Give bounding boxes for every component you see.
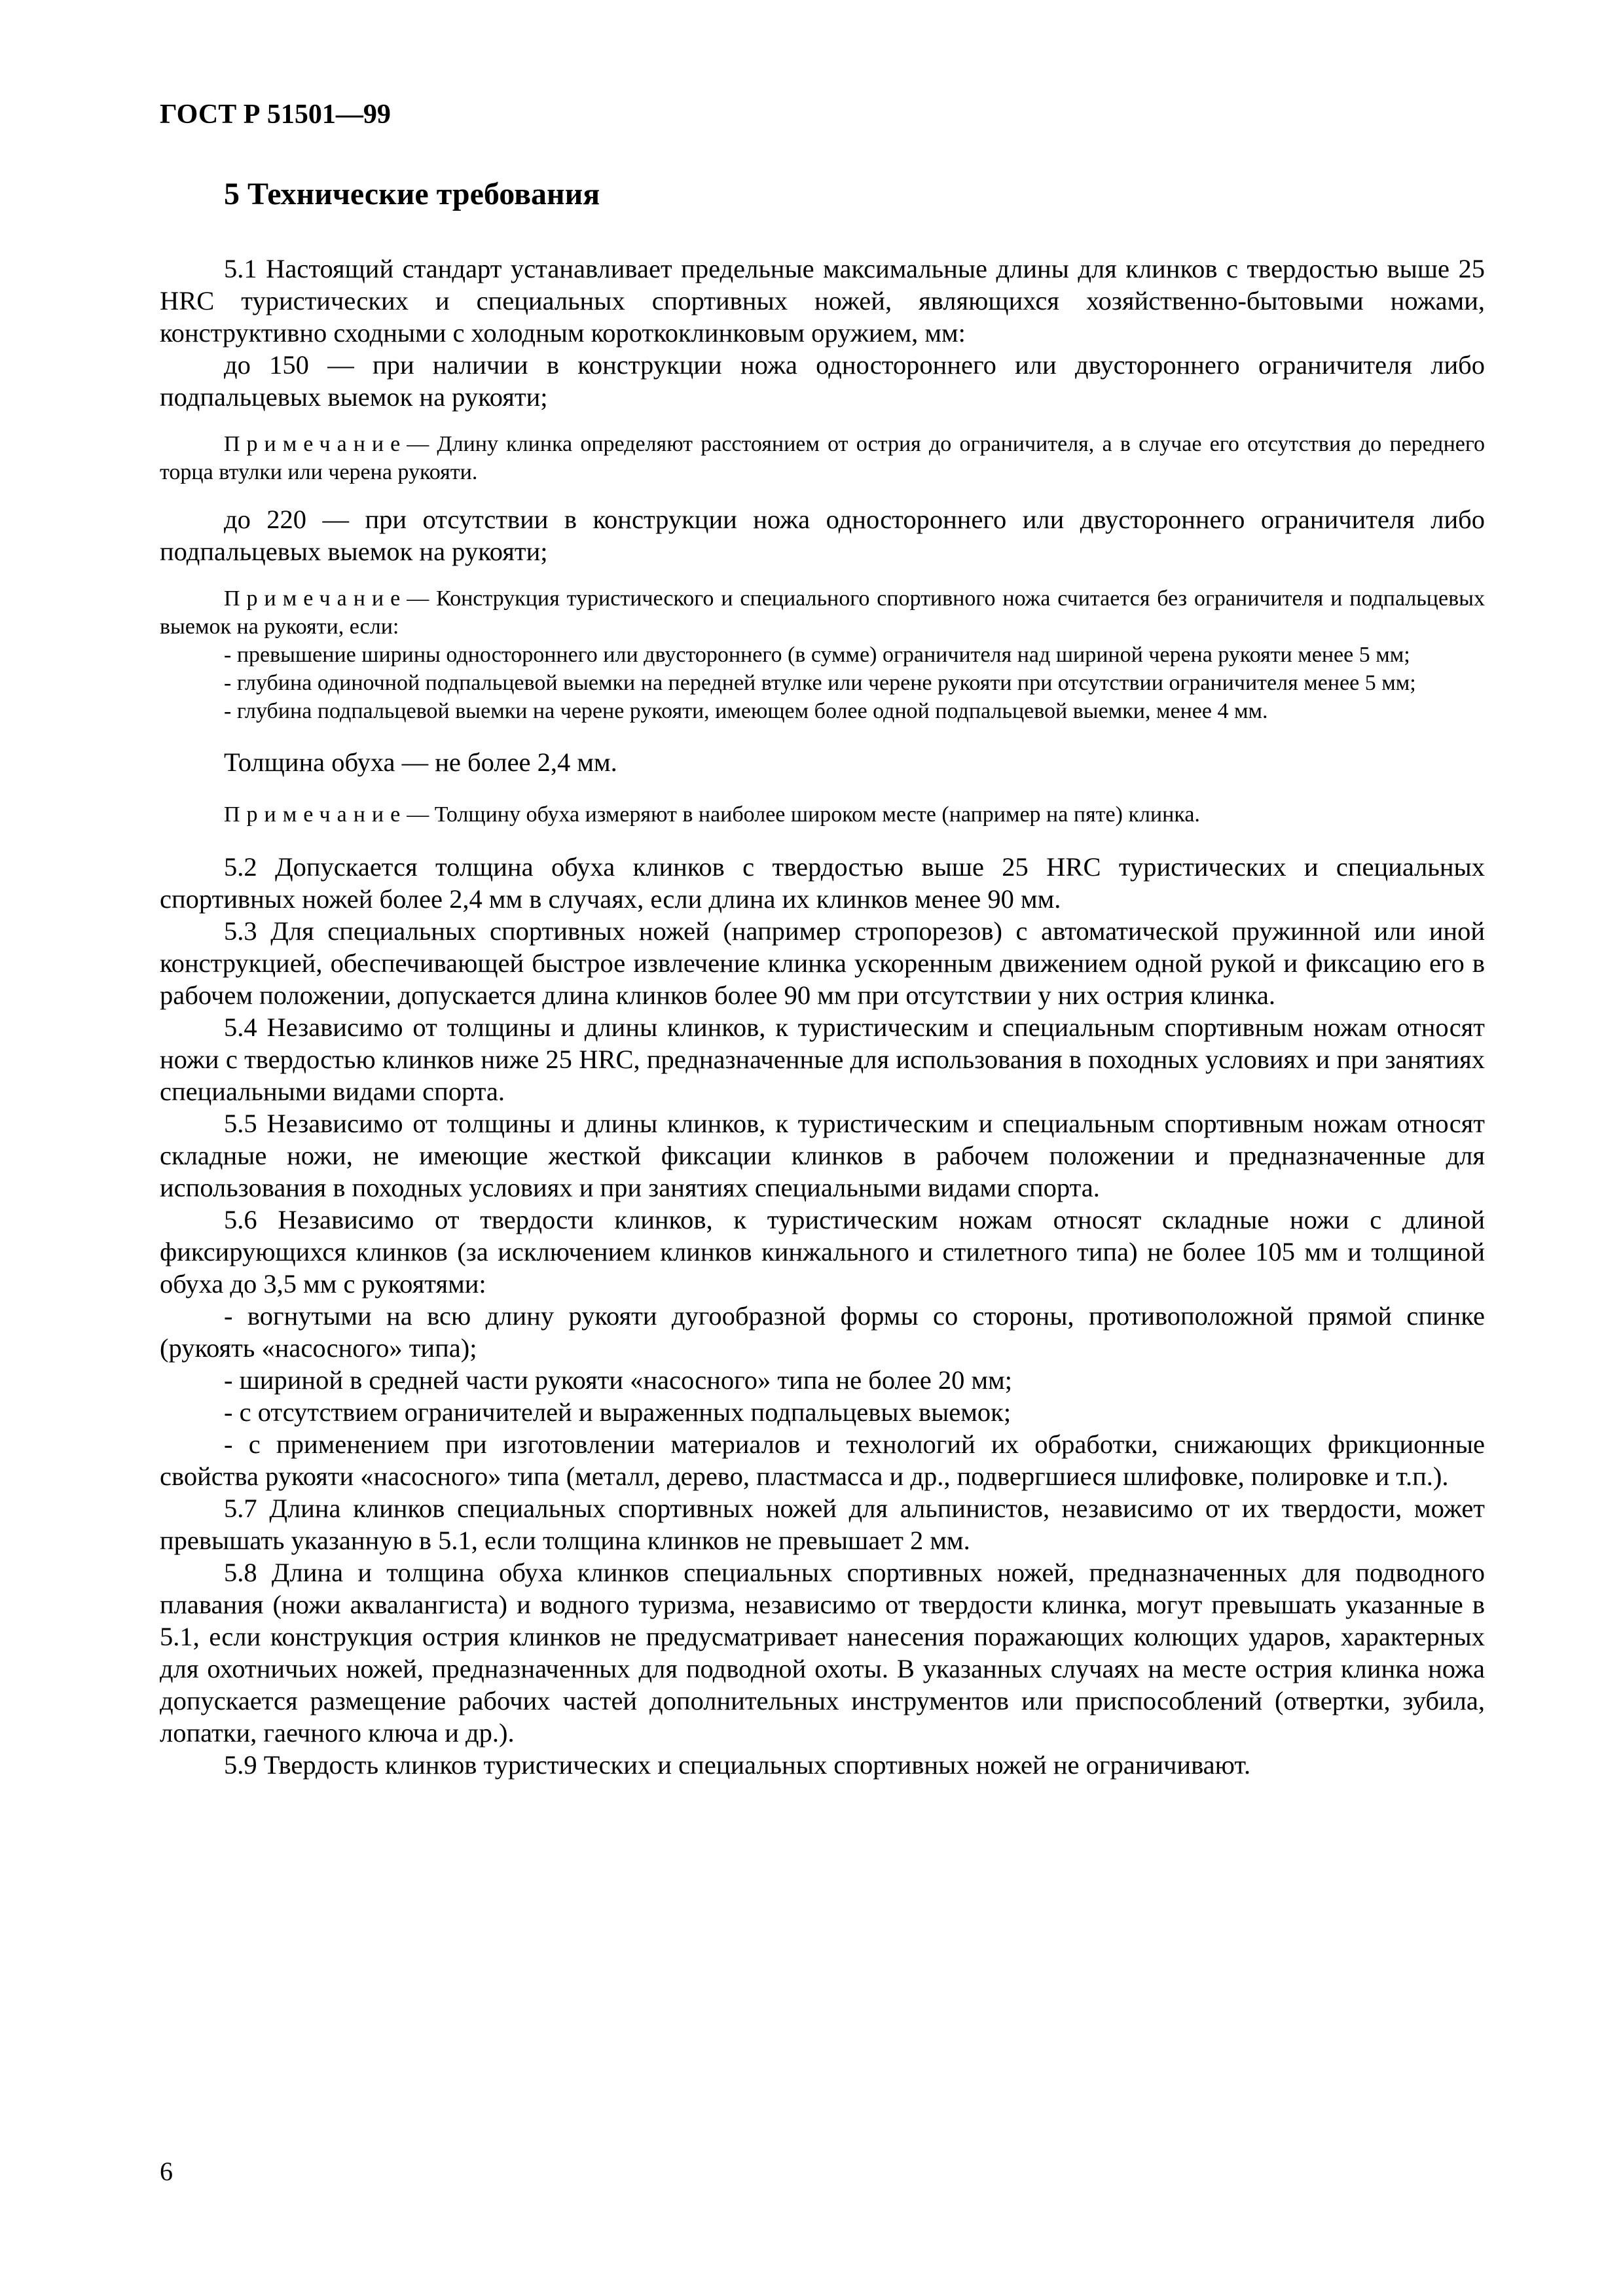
paragraph-up-to-150: до 150 — при наличии в конструкции ножа одностороннего или двустороннего ограничителя либо подпальцевых выемок на рукояти;	[160, 350, 1485, 412]
paragraph-up-to-220: до 220 — при отсутствии в конструкции ножа одностороннего или двустороннего ограничителя либо подпальцевых выемок на рукояти;	[160, 504, 1485, 566]
note-label: Примечание	[224, 802, 407, 827]
note-3	[160, 800, 1485, 829]
paragraph-5-6-item: - вогнутыми на всю длину рукояти дугообразной формы со стороны, противоположной прямой спинке (рукоять «насосного» типа);	[160, 1300, 1485, 1363]
note-1	[160, 430, 1485, 486]
document-header: ГОСТ Р 51501—99	[160, 99, 391, 130]
note-2-item: - глубина одиночной подпальцевой выемки на передней втулке или черене рукояти при отсутствии ограничителя менее 5 мм;	[224, 670, 1416, 695]
note-2-item: - превышение ширины одностороннего или двустороннего (в сумме) ограничителя над шириной черена рукояти менее 5 мм;	[224, 642, 1410, 667]
paragraph-obukh-thickness: Толщина обуха — не более 2,4 мм.	[224, 747, 617, 777]
paragraph-5-6-item: - с применением при изготовлении материалов и технологий их обработки, снижающих фрикционные свойства рукояти «насосного» типа (металл, дерево, пластмасса и др., подвергшиеся шлифовке, полировке и т.п.).	[160, 1429, 1485, 1491]
note-2-item: - глубина подпальцевой выемки на черене рукояти, имеющем более одной подпальцевой выемки, менее 4 мм.	[224, 698, 1268, 723]
note-label: Примечание	[224, 586, 407, 611]
note-1-text: — Длину клинка определяют расстоянием от острия до ограничителя, а в случае его отсутствия до переднего торца втулки или черена рукояти.	[160, 431, 1485, 484]
paragraph-5-5: 5.5 Независимо от толщины и длины клинков, к туристическим и специальным спортивным ножам относят складные ножи, не имеющие жесткой фиксации клинков в рабочем положении и предназначенные для использования в походных условиях и при занятиях специальными видами спорта.	[160, 1108, 1485, 1202]
document-page	[160, 98, 1485, 1781]
paragraph-5-6-item: - шириной в средней части рукояти «насосного» типа не более 20 мм;	[224, 1365, 1013, 1395]
paragraph-5-6-item: - с отсутствием ограничителей и выраженных подпальцевых выемок;	[224, 1397, 1012, 1427]
paragraph-5-1: 5.1 Настоящий стандарт устанавливает предельные максимальные длины для клинков с твердостью выше 25 HRC туристических и специальных спортивных ножей, являющихся хозяйственно-бытовыми ножами, конструктивно сходными с холодным короткоклинковым оружием, мм:	[160, 253, 1485, 348]
note-2-text: — Конструкция туристического и специального спортивного ножа считается без ограничителя и подпальцевых выемок на рукояти, если:	[160, 586, 1485, 639]
paragraph-5-4: 5.4 Независимо от толщины и длины клинков, к туристическим и специальным спортивным ножам относят ножи с твердостью клинков ниже 25 HRC, предназначенные для использования в походных условиях и при занятиях специальными видами спорта.	[160, 1012, 1485, 1106]
paragraph-5-9: 5.9 Твердость клинков туристических и специальных спортивных ножей не ограничивают.	[224, 1749, 1251, 1780]
section-title: 5 Технические требования	[224, 177, 600, 212]
paragraph-5-7: 5.7 Длина клинков специальных спортивных ножей для альпинистов, независимо от их твердости, может превышать указанную в 5.1, если толщина клинков не превышает 2 мм.	[160, 1493, 1485, 1555]
paragraph-5-8: 5.8 Длина и толщина обуха клинков специальных спортивных ножей, предназначенных для подводного плавания (ножи аквалангиста) и водного туризма, независимо от твердости клинка, могут превышать указанные в 5.1, если конструкция острия клинков не предусматривает нанесения поражающих колющих ударов, характерных для охотничьих ножей, предназначенных для подводной охоты. В указанных случаях на месте острия клинка ножа допускается размещение рабочих частей дополнительных инструментов или приспособлений (отвертки, зубила, лопатки, гаечного ключа и др.).	[160, 1557, 1485, 1748]
paragraph-5-6: 5.6 Независимо от твердости клинков, к туристическим ножам относят складные ножи с длиной фиксирующихся клинков (за исключением клинков кинжального и стилетного типа) не более 105 мм и толщиной обуха до 3,5 мм с рукоятями:	[160, 1204, 1485, 1299]
page-number: 6	[160, 2157, 173, 2186]
note-label: Примечание	[224, 431, 407, 456]
note-3-text: — Толщину обуха измеряют в наиболее широком месте (например на пяте) клинка.	[407, 802, 1200, 827]
paragraph-5-3: 5.3 Для специальных спортивных ножей (например стропорезов) с автоматической пружинной или иной конструкцией, обеспечивающей быстрое извлечение клинка ускоренным движением одной рукой и фиксацию его в рабочем положении, допускается длина клинков более 90 мм при отсутствии у них острия клинка.	[160, 916, 1485, 1010]
paragraph-5-2: 5.2 Допускается толщина обуха клинков с твердостью выше 25 HRC туристических и специальных спортивных ножей более 2,4 мм в случаях, если длина их клинков менее 90 мм.	[160, 852, 1485, 914]
note-2	[160, 584, 1485, 725]
